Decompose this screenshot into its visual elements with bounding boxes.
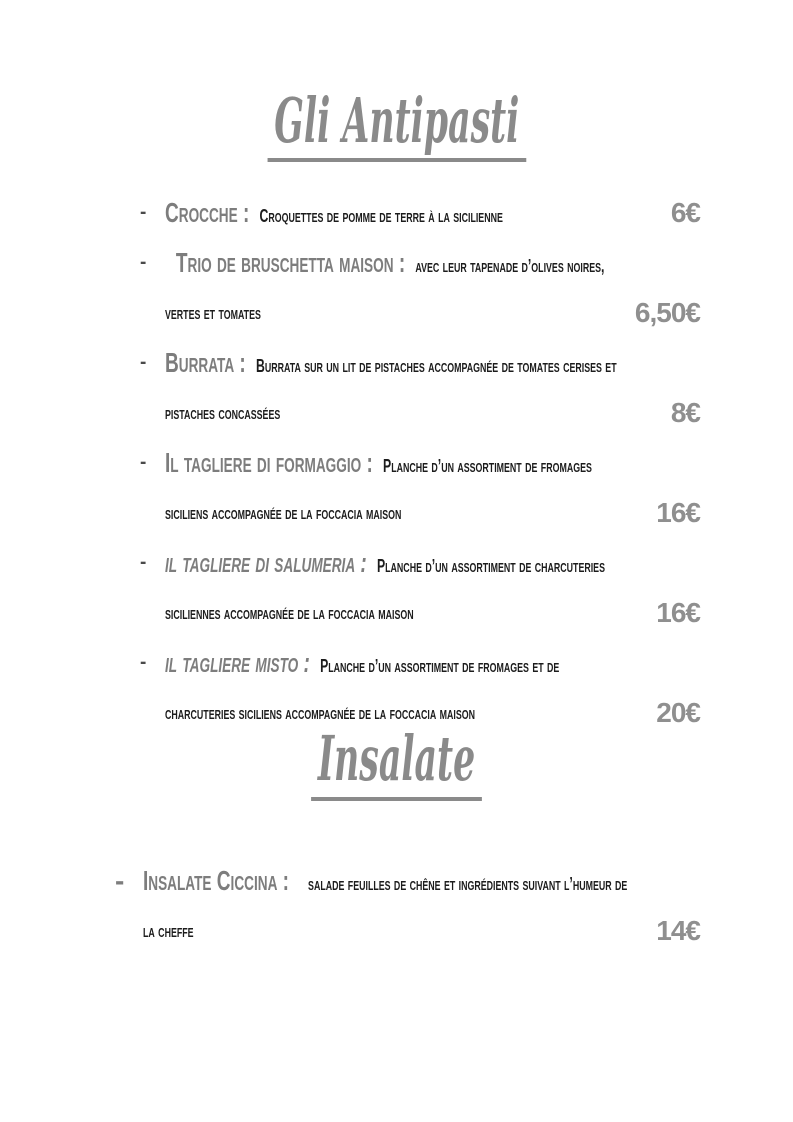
menu-line-continuation: [0, 906, 793, 956]
item-text: [165, 538, 605, 593]
item-name: Il tagliere di formaggio :: [165, 447, 373, 479]
item-price: 6,50€: [634, 297, 700, 329]
item-name: Burrata :: [165, 347, 246, 379]
bullet-dash: -: [140, 202, 147, 224]
section-title-insalate: Insalate: [311, 724, 482, 800]
item-name: Crocche :: [165, 197, 250, 229]
menu-line: [0, 638, 793, 688]
item-text: [165, 188, 503, 243]
menu-line: [0, 438, 793, 488]
item-description-continued: siciliens accompagnée de la foccacia maison: [165, 503, 402, 524]
section-header-antipasti: [0, 0, 793, 162]
item-description-continued: la cheffe: [143, 920, 194, 941]
item-price: 14€: [656, 914, 700, 946]
menu-line-continuation: [0, 588, 793, 638]
item-description: Planche d’un assortiment de fromages: [383, 456, 592, 477]
bullet-dash: -: [140, 452, 147, 474]
item-description: salade feuilles de chêne et ingrédients suivant l’humeur de: [308, 873, 628, 894]
menu-line: [0, 238, 793, 288]
item-price: 16€: [656, 597, 700, 629]
item-name: il tagliere misto :: [165, 647, 310, 679]
menu-line-continuation: [0, 388, 793, 438]
menu-line-continuation: [0, 488, 793, 538]
menu-line: [0, 856, 793, 906]
item-description: Planche d’un assortiment de charcuteries: [376, 556, 605, 577]
item-price: 20€: [656, 697, 700, 729]
menu-line: [0, 188, 793, 238]
item-text: [165, 238, 604, 293]
item-text: [143, 906, 194, 958]
item-name: Trio de bruschetta maison :: [175, 247, 406, 279]
item-text: [143, 856, 627, 911]
bullet-dash: -: [115, 864, 125, 896]
item-description-continued: charcuteries siciliens accompagnée de la foccacia maison: [165, 703, 476, 724]
item-text: [165, 338, 617, 393]
menu-line-continuation: [0, 288, 793, 338]
menu-item-trio-bruschetta: [0, 238, 793, 338]
menu-item-burrata: [0, 338, 793, 438]
item-text: [165, 388, 280, 440]
menu-item-tagliere-salumeria: [0, 538, 793, 638]
bullet-dash: -: [140, 252, 147, 274]
antipasti-list: [0, 188, 793, 738]
item-name: il tagliere di salumeria :: [165, 547, 367, 579]
menu-line: [0, 538, 793, 588]
item-description: Burrata sur un lit de pistaches accompagnée de tomates cerises et: [255, 356, 617, 377]
menu-item-insalate-ciccina: [0, 856, 793, 956]
insalate-list: [0, 856, 793, 956]
bullet-dash: -: [140, 352, 147, 374]
item-text: [165, 588, 414, 640]
item-text: [165, 638, 559, 693]
item-description: avec leur tapenade d’olives noires,: [415, 256, 605, 277]
item-price: 16€: [656, 497, 700, 529]
menu-line: [0, 338, 793, 388]
item-description: Planche d’un assortiment de fromages et de: [320, 656, 560, 677]
bullet-dash: -: [140, 652, 147, 674]
item-text: [165, 288, 261, 340]
item-name: Insalate Ciccina :: [143, 864, 290, 896]
item-text: [165, 438, 592, 493]
section-title-antipasti: Gli Antipasti: [267, 86, 526, 162]
item-price: 8€: [670, 397, 700, 429]
bullet-dash: -: [140, 552, 147, 574]
item-description-continued: pistaches concassées: [165, 403, 281, 424]
item-description-continued: vertes et tomates: [165, 303, 261, 324]
menu-item-tagliere-formaggio: [0, 438, 793, 538]
item-price: 6€: [670, 197, 700, 229]
item-text: [165, 488, 401, 540]
item-description: Croquettes de pomme de terre à la sicilienne: [259, 206, 503, 227]
menu-item-crocche: [0, 188, 793, 238]
item-description-continued: siciliennes accompagnée de la foccacia maison: [165, 603, 414, 624]
